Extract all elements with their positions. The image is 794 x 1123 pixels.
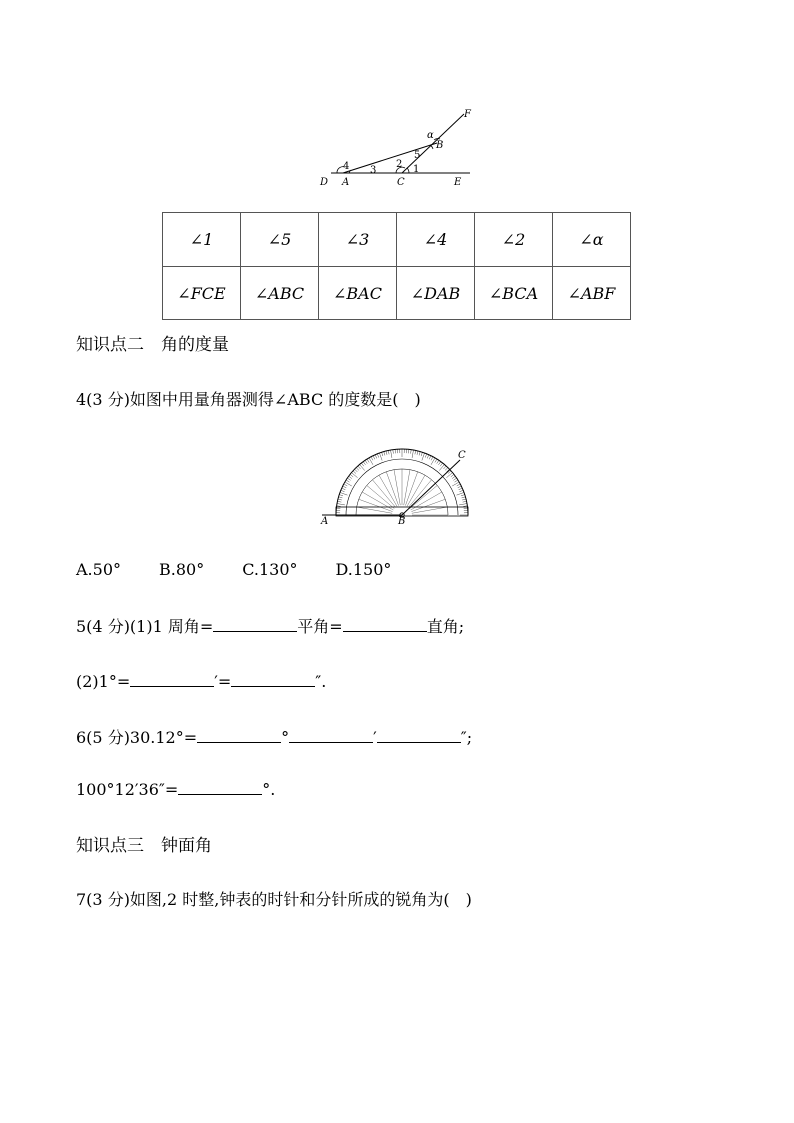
table-cell: ∠1 [163,213,241,267]
protractor-radial-line [357,507,392,513]
protractor-tick [363,462,365,465]
protractor-tick [367,459,369,462]
protractor-tick [353,471,356,474]
protractor-tick [457,492,465,495]
label-4: 4 [343,161,350,172]
protractor-tick [463,506,467,507]
label-alpha: α [427,130,434,141]
table-cell: ∠DAB [397,267,475,320]
protractor-tick [453,478,456,480]
protractor-label-c: C [458,450,466,461]
protractor-radial-line [386,472,398,506]
protractor-tick [379,453,382,461]
answer-blank[interactable] [213,617,297,632]
protractor-tick [393,450,394,454]
protractor-tick [339,495,343,496]
protractor-tick [425,454,426,458]
label-1: 1 [413,164,420,175]
section-heading-3: 知识点三 钟面角 [76,836,212,856]
section-heading-2: 知识点二 角的度量 [76,335,229,355]
choice-b[interactable]: B.80° [159,560,205,579]
protractor-tick [337,501,341,502]
protractor-tick [429,456,431,460]
q5-text-a: 5(4 分)(1)1 周角= [76,617,214,636]
table-cell: ∠4 [397,213,475,267]
protractor-tick [388,450,389,454]
protractor-tick [365,460,367,463]
q5-text-d: (2)1°= [76,672,131,691]
protractor-tick [417,451,418,455]
q6-text-b: ° [281,728,290,747]
table-cell: ∠3 [319,213,397,267]
protractor-tick [347,478,350,480]
table-cell: ∠BCA [475,267,553,320]
answer-blank[interactable] [178,780,262,795]
answer-blank[interactable] [377,728,461,743]
question-4-stem: 4(3 分)如图中用量角器测得∠ABC 的度数是( ) [76,390,421,409]
protractor-tick [431,457,433,461]
protractor-radial-line [394,470,400,505]
protractor-tick [351,473,357,478]
choice-d[interactable]: D.150° [335,560,392,579]
protractor-tick [462,497,466,498]
q5-text-f: ″. [315,672,327,691]
answer-blank[interactable] [343,617,427,632]
protractor-tick [412,450,413,458]
label-a: A [342,177,350,188]
ray-ab [343,143,437,173]
protractor-label-a: A [321,516,329,527]
protractor-tick [439,464,444,470]
table-cell: ∠BAC [319,267,397,320]
q5-text-e: ′= [214,672,232,691]
protractor-tick [462,499,466,500]
label-f: F [464,109,471,120]
label-2: 2 [396,159,403,170]
protractor-tick [360,464,365,470]
protractor-tick [459,488,463,490]
protractor-tick [463,501,467,502]
choice-c[interactable]: C.130° [242,560,298,579]
protractor-tick [427,455,429,459]
question-7-stem: 7(3 分)如图,2 时整,钟表的时针和分针所成的锐角为( ) [76,890,472,909]
q5-text-b: 平角= [297,617,343,636]
protractor-tick [350,474,353,476]
ray-cf [402,114,464,173]
q6-text-c: ′ [373,728,377,747]
label-d: D [320,177,329,188]
question-5-part1 [76,617,464,637]
protractor-tick [343,486,347,488]
choice-a[interactable]: A.50° [76,560,121,579]
label-e: E [454,177,462,188]
protractor-tick [384,452,385,456]
protractor-tick [415,450,416,454]
protractor-radial-line [404,470,410,505]
protractor-tick [445,468,448,471]
q6-text-a: 6(5 分)30.12°= [76,728,198,747]
protractor-tick [377,454,378,458]
protractor-tick [443,466,446,469]
protractor-tick [421,452,422,456]
protractor-radial-line [412,507,447,513]
label-c: C [397,177,405,188]
protractor-tick [382,452,383,456]
protractor-tick [361,463,363,466]
protractor-tick [419,452,420,456]
protractor-label-b: B [398,516,406,527]
table-row [163,213,631,267]
protractor-tick [422,453,425,461]
label-5: 5 [414,150,421,161]
table-cell: ∠FCE [163,267,241,320]
label-b: B [436,140,444,151]
protractor-tick [358,466,361,469]
protractor-tick [386,451,387,455]
protractor-tick [339,497,343,498]
table-cell: ∠ABF [553,267,631,320]
protractor-tick [337,506,341,507]
table-cell: ∠5 [241,213,319,267]
protractor-figure [318,440,476,528]
protractor-tick [391,450,392,458]
protractor-tick [459,504,467,505]
protractor-tick [371,457,373,461]
question-6-part1 [76,728,472,748]
protractor-tick [451,474,454,476]
question-4-choices [76,560,429,580]
protractor-radial-line [405,472,417,506]
q5-text-c: 直角; [426,617,465,636]
q6-text-d: ″; [460,728,473,747]
protractor-tick [349,476,352,478]
answer-blank[interactable] [130,672,214,687]
answer-blank[interactable] [197,728,281,743]
table-cell: ∠ABC [241,267,319,320]
protractor-tick [356,468,359,471]
protractor-tick [437,460,439,463]
protractor-tick [344,484,348,486]
protractor-tick [440,463,442,466]
question-5-part2 [76,672,326,692]
protractor-tick [457,484,461,486]
protractor-tick [341,490,345,491]
protractor-tick [346,480,349,482]
protractor-tick [411,450,412,454]
answer-blank[interactable] [231,672,315,687]
protractor-radial-line [359,499,393,511]
table-cell: ∠2 [475,213,553,267]
protractor-tick [340,492,348,495]
answer-blank[interactable] [289,728,373,743]
protractor-tick [461,495,465,496]
protractor-tick [458,486,462,488]
protractor-tick [337,504,345,505]
question-6-part2 [76,780,275,800]
protractor-tick [355,469,358,472]
protractor-tick [452,476,455,478]
q6-text-f: °. [262,780,276,799]
protractor-tick [435,459,437,462]
protractor-tick [373,456,375,460]
protractor-tick [446,473,452,478]
protractor-tick [438,462,440,465]
protractor-tick [338,499,342,500]
arc-c-right [407,168,409,173]
angle-figure [315,104,485,190]
angle-table [162,212,631,320]
label-3: 3 [370,165,377,176]
table-cell: ∠α [553,213,631,267]
q6-text-e: 100°12′36″= [76,780,179,799]
protractor-tick [455,480,458,482]
protractor-tick [342,488,346,490]
table-row [163,267,631,320]
protractor-tick [459,490,463,491]
protractor-tick [375,455,377,459]
